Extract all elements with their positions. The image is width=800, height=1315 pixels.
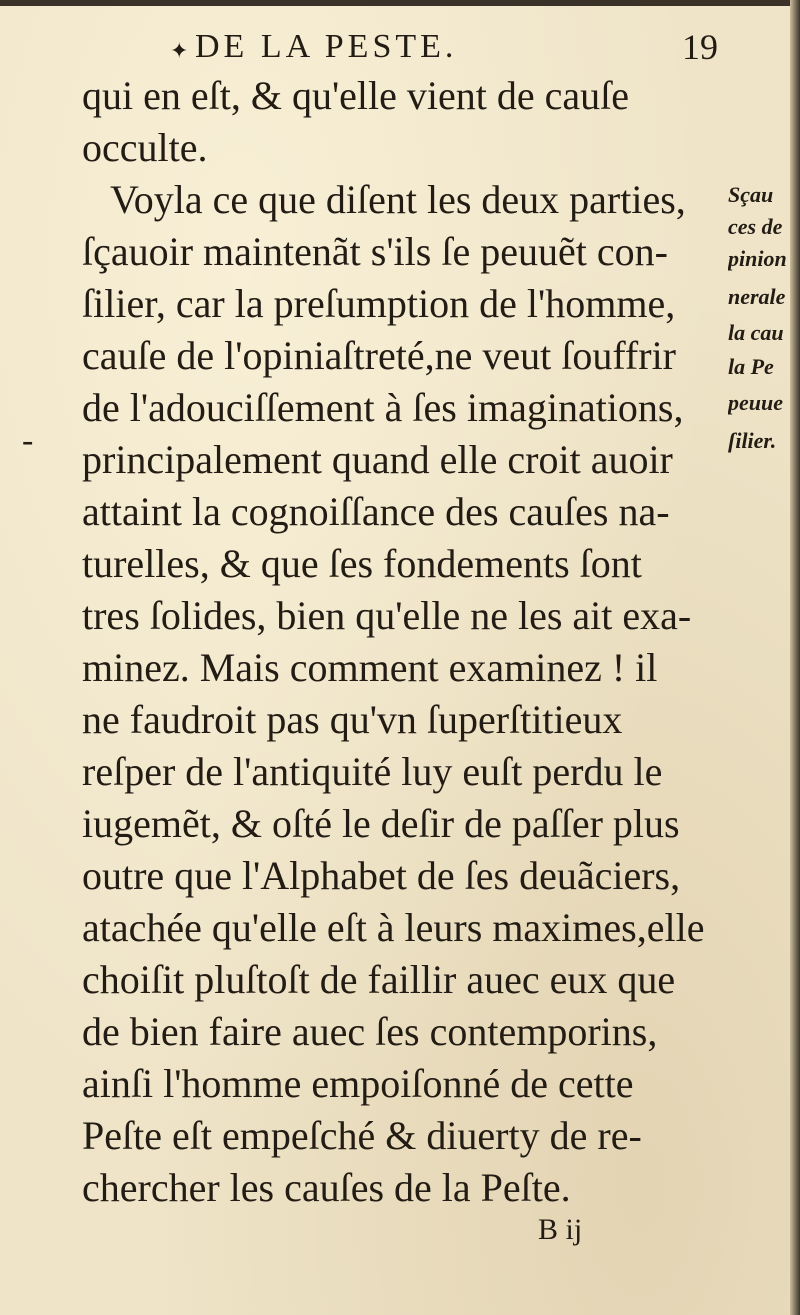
margin-note: ſilier.	[728, 428, 777, 453]
text-line-content: ne faudroit pas qu'vn ſuperſtitieux	[82, 697, 623, 742]
margin-note: nerale	[728, 284, 786, 309]
text-line-content: qui en eſt, & qu'elle vient de cauſe	[82, 73, 630, 118]
margin-note: peuue	[728, 390, 783, 415]
margin-note: la cau	[728, 320, 784, 345]
text-line-content: Peſte eſt empeſché & diuerty de re-	[82, 1113, 642, 1158]
text-line-content: attaint la cognoiſſance des cauſes na-	[82, 489, 670, 534]
text-line-content: de l'adouciſſement à ſes imaginations,	[82, 385, 684, 430]
text-line-content: reſper de l'antiquité luy euſt perdu le	[82, 749, 663, 794]
text-line-content: turelles, & que ſes fondements ſont	[82, 541, 642, 586]
text-line-content: iugemẽt, & oſté le deſir de paſſer plus	[82, 801, 680, 846]
text-line-content: ſçauoir maintenãt s'ils ſe peuuẽt con-	[82, 229, 668, 274]
text-line-content: choiſit pluſtoſt de faillir auec eux que	[82, 957, 676, 1002]
text-line-content: ainſi l'homme empoiſonné de cette	[82, 1061, 634, 1106]
text-line-content: cauſe de l'opiniaſtreté,ne veut ſouffrir	[82, 333, 677, 378]
text-line-content: Voyla ce que diſent les deux parties,	[110, 177, 686, 222]
margin-note: Sçau	[728, 182, 774, 207]
page-number: 19	[682, 27, 718, 67]
text-line-content: outre que l'Alphabet de ſes deuãciers,	[82, 853, 681, 898]
text-line-content: occulte.	[82, 125, 208, 170]
page-top-edge	[0, 0, 800, 6]
text-line-content: de bien faire auec ſes contemporins,	[82, 1009, 658, 1054]
margin-note: ces de	[728, 214, 783, 239]
text-line-content: minez. Mais comment examinez ! il	[82, 645, 658, 690]
text-line-content: chercher les cauſes de la Peſte.	[82, 1165, 571, 1210]
text-line-content: tres ſolides, bien qu'elle ne les ait exa-	[82, 593, 692, 638]
left-margin-mark: -	[22, 422, 34, 459]
text-line-content: principalement quand elle croit auoir	[82, 437, 673, 482]
running-head-title: DE LA PESTE.	[195, 28, 458, 65]
text-line-content: ſilier, car la preſumption de l'homme,	[82, 281, 676, 326]
margin-note: pinion	[728, 246, 787, 271]
signature-mark: B ij	[538, 1213, 583, 1246]
running-head	[0, 22, 800, 72]
text-line-content: atachée qu'elle eſt à leurs maximes,elle	[82, 905, 705, 950]
ornament-icon: ✦	[170, 38, 189, 63]
margin-note: la Pe	[728, 354, 774, 379]
